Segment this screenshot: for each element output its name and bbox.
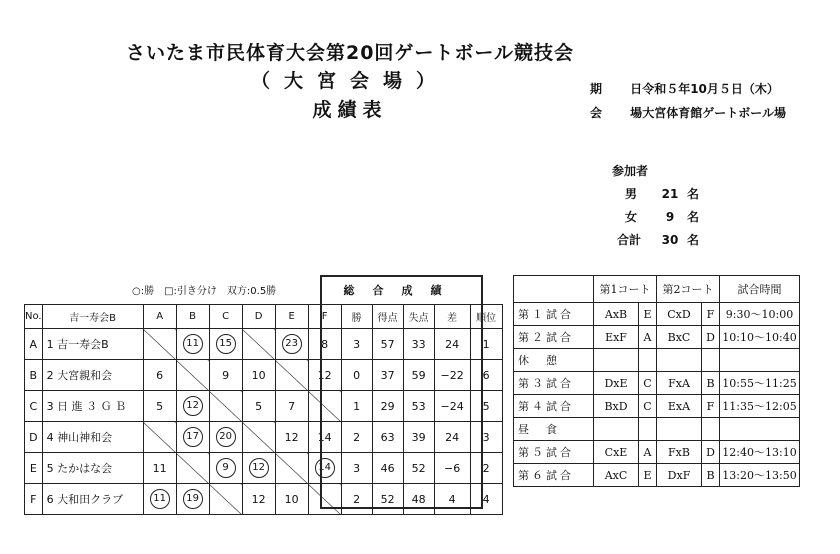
legend: ○:勝 □:引き分け 双方:0.5勝 [132, 286, 277, 297]
table-cell: 12 [242, 484, 275, 515]
table-cell: F [702, 303, 720, 326]
table-cell: 4 [470, 484, 502, 515]
table-cell: 5 [143, 391, 176, 422]
table-cell [176, 484, 209, 515]
column-header: 順位 [470, 305, 502, 329]
table-cell: 第１試合 [514, 303, 594, 326]
participants-heading: 参加者 [612, 164, 649, 178]
table-cell: B [25, 360, 43, 391]
table-cell: 休 憩 [514, 349, 594, 372]
table-cell [176, 391, 209, 422]
table-cell: 2 [341, 422, 372, 453]
table-cell [143, 484, 176, 515]
win-circle: 15 [216, 334, 236, 354]
table-row [514, 326, 800, 349]
table-cell [639, 349, 657, 372]
summary-heading: 総合成績 [320, 275, 483, 304]
column-header: C [209, 305, 242, 329]
table-cell: 4 神山神和会 [42, 422, 143, 453]
table-cell: −6 [434, 453, 470, 484]
table-cell: 5 たかはな会 [42, 453, 143, 484]
table-cell [209, 453, 242, 484]
table-cell [242, 453, 275, 484]
win-circle: 12 [183, 396, 203, 416]
table-header-row [25, 305, 503, 329]
table-cell: 59 [403, 360, 434, 391]
table-cell [702, 349, 720, 372]
table-cell: 4 [434, 484, 470, 515]
table-cell: 13:20〜13:50 [720, 464, 800, 487]
column-header: 第2コート [657, 276, 720, 303]
table-cell: 1 [470, 329, 502, 360]
table-cell: 10:55〜11:25 [720, 372, 800, 395]
table-cell: 63 [372, 422, 403, 453]
table-cell: −22 [434, 360, 470, 391]
table-cell: 1 吉一寿会B [42, 329, 143, 360]
table-cell [275, 360, 308, 391]
table-row [25, 329, 503, 360]
table-row [514, 303, 800, 326]
table-cell: E [639, 303, 657, 326]
table-cell: 37 [372, 360, 403, 391]
table-cell: 39 [403, 422, 434, 453]
table-cell: 10 [242, 360, 275, 391]
table-cell: 7 [275, 391, 308, 422]
table-cell: A [639, 326, 657, 349]
table-cell [176, 329, 209, 360]
table-cell [275, 329, 308, 360]
table-cell: 12 [275, 422, 308, 453]
table-cell [209, 329, 242, 360]
table-cell [594, 349, 639, 372]
table-cell [720, 418, 800, 441]
table-cell: A [25, 329, 43, 360]
column-header: 得点 [372, 305, 403, 329]
table-cell: F [702, 395, 720, 418]
results-heading: 成績表 [312, 99, 388, 121]
column-header: 失点 [403, 305, 434, 329]
table-row [25, 453, 503, 484]
column-header: 試合時間 [720, 276, 800, 303]
table-cell: BxC [657, 326, 702, 349]
table-cell: FxA [657, 372, 702, 395]
table-row [514, 372, 800, 395]
table-cell: 29 [372, 391, 403, 422]
table-cell: D [702, 441, 720, 464]
venue-line [590, 104, 786, 121]
table-cell [594, 418, 639, 441]
table-cell: −24 [434, 391, 470, 422]
participants-row: 女 9 名 [625, 210, 700, 224]
column-header: 勝 [341, 305, 372, 329]
table-cell [209, 422, 242, 453]
venue-value: 大宮体育館ゲートボール場 [642, 106, 786, 120]
table-cell: 10 [275, 484, 308, 515]
results-table [24, 304, 503, 515]
table-cell: 6 [143, 360, 176, 391]
table-cell: 5 [242, 391, 275, 422]
column-header: E [275, 305, 308, 329]
table-cell: CxD [657, 303, 702, 326]
table-cell: 1 [341, 391, 372, 422]
table-cell: 52 [372, 484, 403, 515]
table-row [514, 349, 800, 372]
table-cell: 9 [209, 360, 242, 391]
table-row [514, 441, 800, 464]
table-cell [209, 484, 242, 515]
column-header: No. [25, 305, 43, 329]
table-cell: 6 大和田クラブ [42, 484, 143, 515]
table-cell: 3 [341, 329, 372, 360]
table-cell: 9:30〜10:00 [720, 303, 800, 326]
table-cell: AxC [594, 464, 639, 487]
table-cell [657, 349, 702, 372]
table-cell [176, 453, 209, 484]
table-cell [657, 418, 702, 441]
table-cell [209, 391, 242, 422]
participants-row: 合計 30 名 [617, 233, 700, 247]
table-cell: 第２試合 [514, 326, 594, 349]
table-cell: 24 [434, 329, 470, 360]
table-cell: 33 [403, 329, 434, 360]
table-cell: C [25, 391, 43, 422]
table-cell: D [25, 422, 43, 453]
table-cell: ExA [657, 395, 702, 418]
date-line [590, 80, 779, 97]
date-label: 期 日 [590, 82, 655, 96]
table-cell: 46 [372, 453, 403, 484]
table-cell: B [702, 372, 720, 395]
table-cell: 12 [308, 360, 341, 391]
venue-subtitle: （大宮会場） [250, 70, 449, 92]
table-cell: DxF [657, 464, 702, 487]
table-cell: 第５試合 [514, 441, 594, 464]
table-cell: 53 [403, 391, 434, 422]
table-cell: 24 [434, 422, 470, 453]
table-cell [242, 422, 275, 453]
table-cell: 2 [470, 453, 502, 484]
table-cell: DxE [594, 372, 639, 395]
win-circle: 17 [183, 427, 203, 447]
document-title: さいたま市民体育大会第20回ゲートボール競技会 [125, 42, 575, 64]
column-header: 吉一寿会B [42, 305, 143, 329]
table-cell [176, 422, 209, 453]
column-header: D [242, 305, 275, 329]
table-cell: E [639, 464, 657, 487]
table-header-row [514, 276, 800, 303]
venue-label: 会 場 [590, 106, 655, 120]
table-cell: 3 [341, 453, 372, 484]
column-header: 差 [434, 305, 470, 329]
table-row [25, 391, 503, 422]
participants-row: 男 21 名 [625, 187, 700, 201]
table-cell: C [639, 395, 657, 418]
table-cell [720, 349, 800, 372]
table-cell: 第６試合 [514, 464, 594, 487]
win-circle: 11 [183, 334, 203, 354]
table-cell: FxB [657, 441, 702, 464]
table-cell [242, 329, 275, 360]
table-cell [275, 453, 308, 484]
table-cell: CxE [594, 441, 639, 464]
table-cell: 第３試合 [514, 372, 594, 395]
table-cell: 5 [470, 391, 502, 422]
table-row [25, 484, 503, 515]
table-cell: 昼 食 [514, 418, 594, 441]
table-cell: 8 [308, 329, 341, 360]
table-cell: B [702, 464, 720, 487]
table-cell: ExF [594, 326, 639, 349]
table-cell: 2 大宮親和会 [42, 360, 143, 391]
table-row [514, 464, 800, 487]
column-header: F [308, 305, 341, 329]
schedule-table [513, 275, 800, 487]
table-row [514, 418, 800, 441]
column-header [514, 276, 594, 303]
table-cell: C [639, 372, 657, 395]
table-cell: D [702, 326, 720, 349]
win-circle: 12 [249, 458, 269, 478]
table-cell: BxD [594, 395, 639, 418]
table-cell: 3 日 進 ３ Ｇ Ｂ [42, 391, 143, 422]
table-cell [176, 360, 209, 391]
table-cell: 14 [308, 422, 341, 453]
table-cell [308, 453, 341, 484]
table-cell [639, 418, 657, 441]
table-cell: 3 [470, 422, 502, 453]
win-circle: 9 [216, 458, 236, 478]
table-cell: 12:40〜13:10 [720, 441, 800, 464]
win-circle: 11 [150, 489, 170, 509]
win-circle: 20 [216, 427, 236, 447]
table-cell [308, 484, 341, 515]
column-header: A [143, 305, 176, 329]
table-cell: AxB [594, 303, 639, 326]
table-cell: 57 [372, 329, 403, 360]
table-cell: 11 [143, 453, 176, 484]
table-cell: 6 [470, 360, 502, 391]
table-cell: E [25, 453, 43, 484]
table-cell: F [25, 484, 43, 515]
win-circle: 23 [282, 334, 302, 354]
table-cell [308, 391, 341, 422]
date-value: 令和５年10月５日（木） [642, 82, 779, 96]
table-cell: 10:10〜10:40 [720, 326, 800, 349]
win-circle: 19 [183, 489, 203, 509]
table-cell [702, 418, 720, 441]
table-cell: 48 [403, 484, 434, 515]
win-circle: 14 [315, 458, 335, 478]
table-cell: 第４試合 [514, 395, 594, 418]
table-cell: 0 [341, 360, 372, 391]
table-cell [143, 422, 176, 453]
table-row [25, 422, 503, 453]
table-row [514, 395, 800, 418]
table-cell: A [639, 441, 657, 464]
table-cell [143, 329, 176, 360]
column-header: B [176, 305, 209, 329]
table-row [25, 360, 503, 391]
table-cell: 52 [403, 453, 434, 484]
column-header: 第1コート [594, 276, 657, 303]
table-cell: 11:35〜12:05 [720, 395, 800, 418]
table-cell: 2 [341, 484, 372, 515]
